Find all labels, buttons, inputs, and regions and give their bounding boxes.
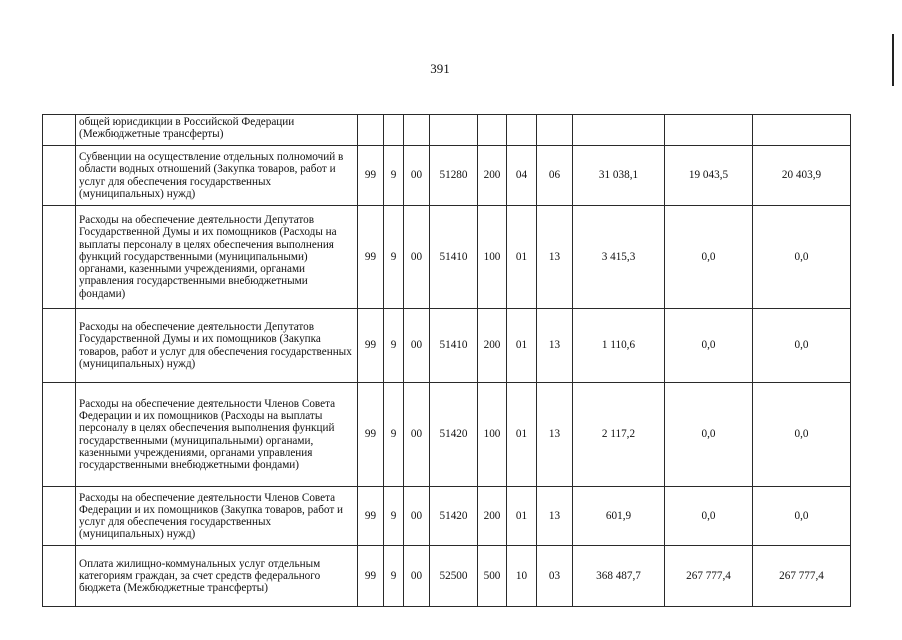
budget-table — [42, 114, 851, 607]
activity-code-cell: 00 — [404, 383, 430, 487]
amount-year1-cell: 3 415,3 — [573, 206, 665, 309]
amount-year2-cell: 0,0 — [665, 309, 753, 383]
amount-year1-cell: 368 487,7 — [573, 546, 665, 607]
program-code-cell — [358, 115, 384, 146]
program-code-cell: 99 — [358, 383, 384, 487]
row-description: Расходы на обеспечение деятельности Депутатов Государственной Думы и их помощников (Закупка товаров, работ и услуг для обеспечения государственных (муниципальных) нужд) — [76, 309, 358, 383]
subprogram-code-cell: 9 — [384, 487, 404, 546]
amount-year1-cell — [573, 115, 665, 146]
amount-year3-cell: 20 403,9 — [753, 146, 851, 206]
table-row — [43, 146, 851, 206]
row-spacer-cell — [43, 146, 76, 206]
subsection-code-cell: 13 — [537, 206, 573, 309]
section-code-cell: 04 — [507, 146, 537, 206]
section-code-cell: 01 — [507, 487, 537, 546]
row-description: Расходы на обеспечение деятельности Членов Совета Федерации и их помощников (Расходы на выплаты персоналу в целях обеспечения выполнения функций государственными (муниципальными) органами, казенными учреждениями, органами управления государственными внебюджетными фондами) — [76, 383, 358, 487]
amount-year1-cell: 1 110,6 — [573, 309, 665, 383]
program-code-cell: 99 — [358, 146, 384, 206]
subprogram-code-cell — [384, 115, 404, 146]
section-code-cell: 01 — [507, 206, 537, 309]
amount-year3-cell: 0,0 — [753, 206, 851, 309]
row-description: Оплата жилищно-коммунальных услуг отдельным категориям граждан, за счет средств федерального бюджета (Межбюджетные трансферты) — [76, 546, 358, 607]
expense-type-cell: 100 — [478, 383, 507, 487]
table-row — [43, 546, 851, 607]
page-number: 391 — [430, 61, 450, 76]
subsection-code-cell: 06 — [537, 146, 573, 206]
subprogram-code-cell: 9 — [384, 383, 404, 487]
amount-year1-cell: 601,9 — [573, 487, 665, 546]
amount-year2-cell: 0,0 — [665, 487, 753, 546]
direction-code-cell: 51410 — [430, 309, 478, 383]
subprogram-code-cell: 9 — [384, 146, 404, 206]
subsection-code-cell — [537, 115, 573, 146]
expense-type-cell — [478, 115, 507, 146]
subprogram-code-cell: 9 — [384, 546, 404, 607]
row-spacer-cell — [43, 383, 76, 487]
table-row — [43, 309, 851, 383]
expense-type-cell: 200 — [478, 487, 507, 546]
table-row — [43, 115, 851, 146]
amount-year3-cell: 0,0 — [753, 309, 851, 383]
activity-code-cell: 00 — [404, 309, 430, 383]
subprogram-code-cell: 9 — [384, 206, 404, 309]
row-spacer-cell — [43, 487, 76, 546]
subprogram-code-cell: 9 — [384, 309, 404, 383]
expense-type-cell: 100 — [478, 206, 507, 309]
subsection-code-cell: 03 — [537, 546, 573, 607]
direction-code-cell: 51420 — [430, 487, 478, 546]
direction-code-cell: 51280 — [430, 146, 478, 206]
direction-code-cell — [430, 115, 478, 146]
row-spacer-cell — [43, 115, 76, 146]
direction-code-cell: 51410 — [430, 206, 478, 309]
page-edge-mark — [892, 34, 894, 86]
activity-code-cell: 00 — [404, 487, 430, 546]
section-code-cell — [507, 115, 537, 146]
amount-year2-cell: 0,0 — [665, 206, 753, 309]
amount-year2-cell: 267 777,4 — [665, 546, 753, 607]
expense-type-cell: 200 — [478, 309, 507, 383]
activity-code-cell: 00 — [404, 146, 430, 206]
direction-code-cell: 52500 — [430, 546, 478, 607]
amount-year3-cell — [753, 115, 851, 146]
row-description: Субвенции на осуществление отдельных полномочий в области водных отношений (Закупка товаров, работ и услуг для обеспечения государственных (муниципальных) нужд) — [76, 146, 358, 206]
direction-code-cell: 51420 — [430, 383, 478, 487]
program-code-cell: 99 — [358, 546, 384, 607]
program-code-cell: 99 — [358, 309, 384, 383]
amount-year3-cell: 0,0 — [753, 383, 851, 487]
amount-year1-cell: 2 117,2 — [573, 383, 665, 487]
row-description: Расходы на обеспечение деятельности Депутатов Государственной Думы и их помощников (Расходы на выплаты персоналу в целях обеспечения выполнения функций государственными (муниципальными) органами, казенными учреждениями, органами управления государственными внебюджетными фондами) — [76, 206, 358, 309]
amount-year1-cell: 31 038,1 — [573, 146, 665, 206]
section-code-cell: 01 — [507, 309, 537, 383]
amount-year3-cell: 267 777,4 — [753, 546, 851, 607]
row-spacer-cell — [43, 309, 76, 383]
amount-year3-cell: 0,0 — [753, 487, 851, 546]
program-code-cell: 99 — [358, 206, 384, 309]
activity-code-cell — [404, 115, 430, 146]
row-description: Расходы на обеспечение деятельности Членов Совета Федерации и их помощников (Закупка товаров, работ и услуг для обеспечения государственных (муниципальных) нужд) — [76, 487, 358, 546]
expense-type-cell: 200 — [478, 146, 507, 206]
section-code-cell: 10 — [507, 546, 537, 607]
table-row — [43, 206, 851, 309]
subsection-code-cell: 13 — [537, 487, 573, 546]
amount-year2-cell: 0,0 — [665, 383, 753, 487]
expense-type-cell: 500 — [478, 546, 507, 607]
row-spacer-cell — [43, 206, 76, 309]
program-code-cell: 99 — [358, 487, 384, 546]
table-row — [43, 487, 851, 546]
section-code-cell: 01 — [507, 383, 537, 487]
row-description: общей юрисдикции в Российской Федерации (Межбюджетные трансферты) — [76, 115, 358, 146]
subsection-code-cell: 13 — [537, 383, 573, 487]
table-row — [43, 383, 851, 487]
amount-year2-cell — [665, 115, 753, 146]
row-spacer-cell — [43, 546, 76, 607]
subsection-code-cell: 13 — [537, 309, 573, 383]
activity-code-cell: 00 — [404, 206, 430, 309]
amount-year2-cell: 19 043,5 — [665, 146, 753, 206]
activity-code-cell: 00 — [404, 546, 430, 607]
